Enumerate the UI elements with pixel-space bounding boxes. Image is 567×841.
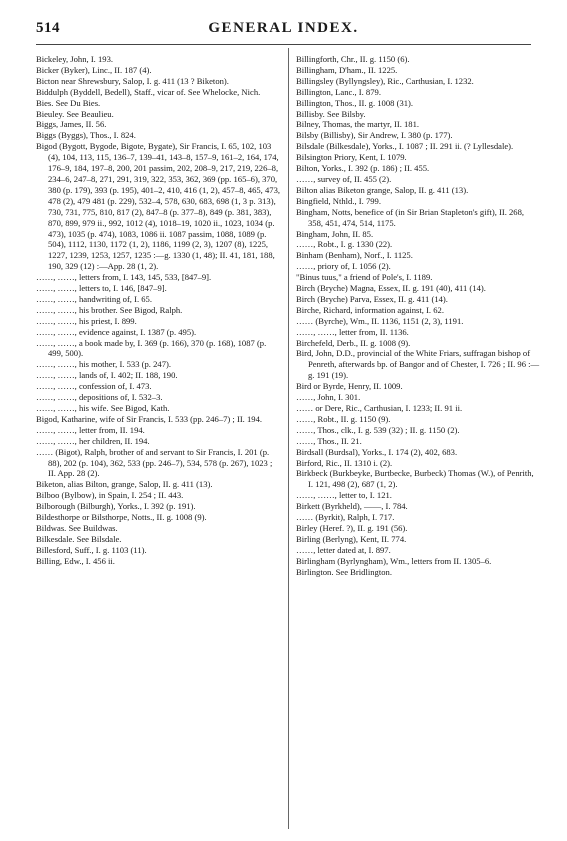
index-entry: ……, ……, lands of, I. 402; II. 188, 190. bbox=[36, 370, 178, 381]
index-entry: Bilton, Yorks., I. 392 (p. 186) ; II. 455. bbox=[296, 163, 430, 174]
index-entry: Bickeley, John, I. 193. bbox=[36, 54, 114, 64]
index-entry: Birlington. See Bridlington. bbox=[296, 566, 392, 577]
index-entry: Billington, Lanc., I. 879. bbox=[296, 86, 381, 97]
index-entry: Bird or Byrde, Henry, II. 1009. bbox=[296, 381, 403, 392]
right-column bbox=[296, 54, 540, 829]
index-entry: Birch (Bryche) Magna, Essex, II. g. 191 (40), 411 (14). bbox=[296, 283, 486, 294]
index-entry: ……, letter dated at, I. 897. bbox=[296, 544, 391, 555]
index-entry: Bicker (Byker), Linc., II. 187 (4). bbox=[36, 64, 152, 75]
index-entry: Billington, Thos., II. g. 1008 (31). bbox=[296, 97, 414, 108]
header-rule bbox=[36, 44, 531, 45]
index-entry: ……, ……, letters to, I. 146, [847–9]. bbox=[36, 283, 167, 294]
index-entry: Birling (Berlyng), Kent, II. 774. bbox=[296, 533, 407, 544]
index-entry: Billingham, D'ham., II. 1225. bbox=[296, 64, 398, 75]
index-entry: Biddulph (Byddell, Bedell), Staff., vicar of. See Whelocke, Nich. bbox=[36, 86, 261, 97]
index-entry: Bilboo (Bylbow), in Spain, I. 254 ; II. 443. bbox=[36, 490, 184, 501]
running-title: GENERAL INDEX. bbox=[208, 20, 359, 36]
index-entry: Bilborough (Bilburgh), Yorks., I. 392 (p. 191). bbox=[36, 501, 196, 512]
index-entry: ……, ……, handwriting of, I. 65. bbox=[36, 293, 153, 304]
index-entry: ……, ……, letters from, I. 143, 145, 533, [847–9]. bbox=[36, 272, 212, 283]
index-entry: ……, ……, letter from, II. 194. bbox=[36, 424, 145, 435]
index-entry: Biketon, alias Bilton, grange, Salop, II. g. 411 (13). bbox=[36, 479, 213, 490]
index-entry: Biggs, James, II. 56. bbox=[36, 119, 107, 130]
index-entry: Birchefeld, Derb., II. g. 1008 (9). bbox=[296, 337, 411, 348]
index-entry: Bilsdale (Bilkesdale), Yorks., I. 1087 ; II. 291 ii. (? Lyllesdale). bbox=[296, 141, 514, 152]
index-entry: Birkett (Byrkheld), ——, I. 784. bbox=[296, 501, 408, 512]
index-entry: …… (Bigot), Ralph, brother of and servant to Sir Francis, I. 201 (p. 88), 202 (p. 104), 362, 533 (pp. 246–7), 534, 578 (p. 267), 1023 ; II. App. 28 (2). bbox=[36, 446, 273, 479]
index-entry: Bilton alias Biketon grange, Salop, II. g. 411 (13). bbox=[296, 184, 469, 195]
index-entry: ……, ……, her children, II. 194. bbox=[36, 435, 150, 446]
index-entry: Birch (Bryche) Parva, Essex, II. g. 411 (14). bbox=[296, 293, 448, 304]
index-entry: ……, priory of, I. 1056 (2). bbox=[296, 261, 391, 272]
index-entry: Birlingham (Byrlyngham), Wm., letters from II. 1305–6. bbox=[296, 555, 492, 566]
page-number: 514 bbox=[36, 20, 60, 36]
index-entry: Bilsby (Billisby), Sir Andrew, I. 380 (p. 177). bbox=[296, 130, 453, 141]
index-entry: ……, Thos., II. 21. bbox=[296, 435, 362, 446]
left-column bbox=[36, 54, 280, 829]
index-entry: ……, ……, letter from, II. 1136. bbox=[296, 326, 409, 337]
index-entry: Bies. See Du Bies. bbox=[36, 97, 101, 108]
index-entry: Bilney, Thomas, the martyr, II. 181. bbox=[296, 119, 420, 130]
index-entry: Bilkesdale. See Bilsdale. bbox=[36, 533, 122, 544]
index-entry: ……, ……, confession of, I. 473. bbox=[36, 381, 152, 392]
index-entry: Billisby. See Bilsby. bbox=[296, 108, 366, 119]
index-entry: ……, John, I. 301. bbox=[296, 392, 361, 403]
index-entry: ……, ……, his wife. See Bigod, Kath. bbox=[36, 403, 170, 413]
index-entry: Bildwas. See Buildwas. bbox=[36, 522, 118, 533]
column-divider bbox=[288, 48, 289, 829]
index-entry: Bingham, Notts, benefice of (in Sir Brian Stapleton's gift), II. 268, 358, 451, 474, 514, 1175. bbox=[296, 206, 525, 228]
index-entry: Bicton near Shrewsbury, Salop, I. g. 411 (13 ? Biketon). bbox=[36, 75, 229, 86]
page-header bbox=[36, 20, 531, 42]
index-entry: ……, ……, his priest, I. 899. bbox=[36, 315, 137, 326]
index-entry: Billingforth, Chr., II. g. 1150 (6). bbox=[296, 54, 410, 64]
index-entry: Binham (Benham), Norf., I. 1125. bbox=[296, 250, 413, 261]
index-entry: ……, ……, depositions of, I. 532–3. bbox=[36, 392, 163, 403]
index-entry: ……, ……, evidence against, I. 1387 (p. 495). bbox=[36, 326, 197, 337]
index-entry: Birche, Richard, information against, I. 62. bbox=[296, 304, 444, 315]
index-entry: Biggs (Byggs), Thos., I. 824. bbox=[36, 130, 136, 141]
index-entry: Bird, John, D.D., provincial of the White Friars, suffragan bishop of Penreth, afterwards bp. of Bangor and of Chester, I. 726 ; II. 96 :—g. 191 (19). bbox=[296, 348, 540, 381]
index-entry: Birley (Heref. ?), II. g. 191 (56). bbox=[296, 522, 408, 533]
index-entry: Bieuley. See Beaulieu. bbox=[36, 108, 114, 119]
index-entry: Bildesthorpe or Bilsthorpe, Notts., II. g. 1008 (9). bbox=[36, 512, 207, 523]
index-entry: Billingsley (Byllyngsley), Ric., Carthusian, I. 1232. bbox=[296, 75, 474, 86]
index-entry: Bigod, Katharine, wife of Sir Francis, I. 533 (pp. 246–7) ; II. 194. bbox=[36, 413, 263, 424]
index-entry: Bingham, John, II. 85. bbox=[296, 228, 374, 239]
index-entry: ……, ……, his brother. See Bigod, Ralph. bbox=[36, 304, 183, 315]
index-entry: Bingfield, Nthld., I. 799. bbox=[296, 195, 381, 206]
index-entry: Birdsall (Burdsal), Yorks., I. 174 (2), 402, 683. bbox=[296, 446, 458, 457]
index-entry: "Binus tuus," a friend of Pole's, I. 1189. bbox=[296, 272, 433, 283]
index-entry: Birford, Ric., II. 1310 i. (2). bbox=[296, 457, 393, 468]
index-entry: ……, ……, letter to, I. 121. bbox=[296, 490, 392, 501]
index-entry: ……, Thos., clk., I. g. 539 (32) ; II. g. 1150 (2). bbox=[296, 424, 460, 435]
index-entry: Bigod (Bygott, Bygode, Bigote, Bygate), Sir Francis, I. 65, 102, 103 (4), 104, 113, 115, 136–7, 139–41, 143–8, 157–9, 161–2, 164, 174, 176–9, 184, 197–8, 200, 201 passim, 202, 208–9, 217, 219, 226–8, 234–6, 247–8, 271, 291, 319, 322, 353, 362, 369 (pp. 165–6), 370, 380 (p. 179), 393 (p. 195), 401–2, 410, 416 (1, 2), 457–8, 465, 473, 478 (2), 479 481 (p. 229), 532–4, 578, 630, 683, 698 (1, 3 p. 313), 730, 731, 775, 810, 817 (2), 847–8 (p. 377–8), 849 (p. 381, 383), 870, 899, 979 ii., 992, 1012 (4), 1018–19, 1020 ii., 1023, 1034 (p. 473), 1035 (p. 474), 1083, 1086 ii. 1087 passim, 1088, 1089 (p. 504), 1112, 1130, 1172 (1, 2), 1186, 1199 (2, 3), 1207 (8), 1225, 1227, 1239, 1253, 1257, 1235 :—g. 1330 (1, 48); II. 41, 181, 188, 190, 329 (12) :—App. 28 (1, 2). bbox=[36, 141, 280, 272]
index-entry: ……, Robt., II. g. 1150 (9). bbox=[296, 413, 391, 424]
index-entry: Bilsington Priory, Kent, I. 1079. bbox=[296, 152, 407, 163]
index-entry: …… (Byrche), Wm., II. 1136, 1151 (2, 3), 1191. bbox=[296, 315, 464, 326]
index-entry: ……, survey of, II. 455 (2). bbox=[296, 173, 392, 184]
index-entry: ……, ……, a book made by, I. 369 (p. 166), 370 (p. 168), 1087 (p. 499, 500). bbox=[36, 337, 267, 359]
index-entry: Birkbeck (Burkbeyke, Burtbecke, Burbeck) Thomas (W.), of Penrith, I. 121, 498 (2), 687 (1, 2). bbox=[296, 468, 534, 490]
index-entry: …… or Dere, Ric., Carthusian, I. 1233; II. 91 ii. bbox=[296, 403, 463, 413]
index-entry: Billesford, Suff., I. g. 1103 (11). bbox=[36, 544, 147, 555]
index-entry: ……, ……, his mother, I. 533 (p. 247). bbox=[36, 359, 171, 370]
index-entry: …… (Byrkit), Ralph, I. 717. bbox=[296, 512, 395, 523]
index-entry: Billing, Edw., I. 456 ii. bbox=[36, 555, 115, 566]
index-entry: ……, Robt., I. g. 1330 (22). bbox=[296, 239, 393, 250]
